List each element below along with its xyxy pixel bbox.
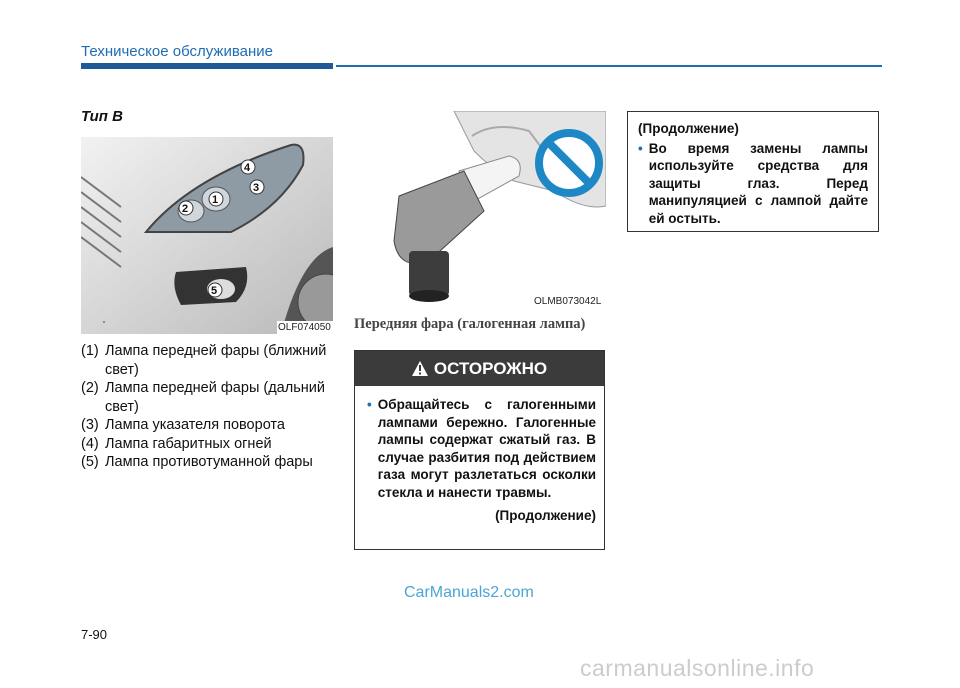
callout-4: 4 — [244, 162, 251, 174]
bullet-icon: • — [638, 140, 643, 156]
page-number: 7-90 — [81, 627, 108, 642]
halogen-bulb-illustration — [354, 111, 606, 308]
bullet-icon: • — [367, 397, 372, 412]
warning-triangle-icon — [412, 361, 428, 376]
warning-body — [355, 386, 604, 525]
warning-title: ОСТОРОЖНО — [433, 358, 548, 378]
note-heading: (Продолжение) — [638, 121, 739, 136]
header-bar — [81, 63, 333, 69]
site-watermark: carmanualsonline.info — [580, 655, 815, 681]
watermark: CarManuals2.com — [404, 584, 534, 601]
list-item: (5) Лампа противотуманной фары — [81, 454, 313, 470]
warning-text: Обращайтесь с галогенными лампами бережно. Галогенные лампы содержат сжатый газ. В случае разбития под действием газа могут разлетаться осколки стекла и нанести травмы. — [377, 397, 596, 500]
callout-2: 2 — [182, 203, 189, 215]
header-rule — [336, 65, 882, 67]
callout-5: 5 — [211, 285, 218, 297]
headlamp-photo — [81, 137, 333, 334]
list-item: (2) Лампа передней фары (дальний свет) — [81, 380, 325, 415]
warning-continued: (Продолжение) — [495, 508, 596, 523]
figure2-caption: Передняя фара (галогенная лампа) — [354, 316, 586, 332]
header-title: Техническое обслуживание — [81, 43, 273, 60]
figure1-code: OLF074050 — [278, 322, 331, 333]
list-item: (1) Лампа передней фары (ближний свет) — [81, 343, 327, 378]
callout-3: 3 — [253, 182, 260, 194]
figure2-code: OLMB073042L — [534, 296, 602, 307]
note-text: Во время замены лампы используйте средства для защиты глаз. Перед манипуляцией с лампой дайте ей остыть. — [648, 140, 868, 226]
warning-box — [354, 350, 605, 550]
continued-note-box — [627, 111, 879, 232]
section-title: Тип B — [81, 108, 123, 125]
lamp-list — [81, 342, 341, 472]
callout-1: 1 — [212, 194, 219, 206]
warning-header — [355, 351, 604, 386]
list-item: (4) Лампа габаритных огней — [81, 435, 272, 452]
list-item: (3) Лампа указателя поворота — [81, 417, 285, 433]
